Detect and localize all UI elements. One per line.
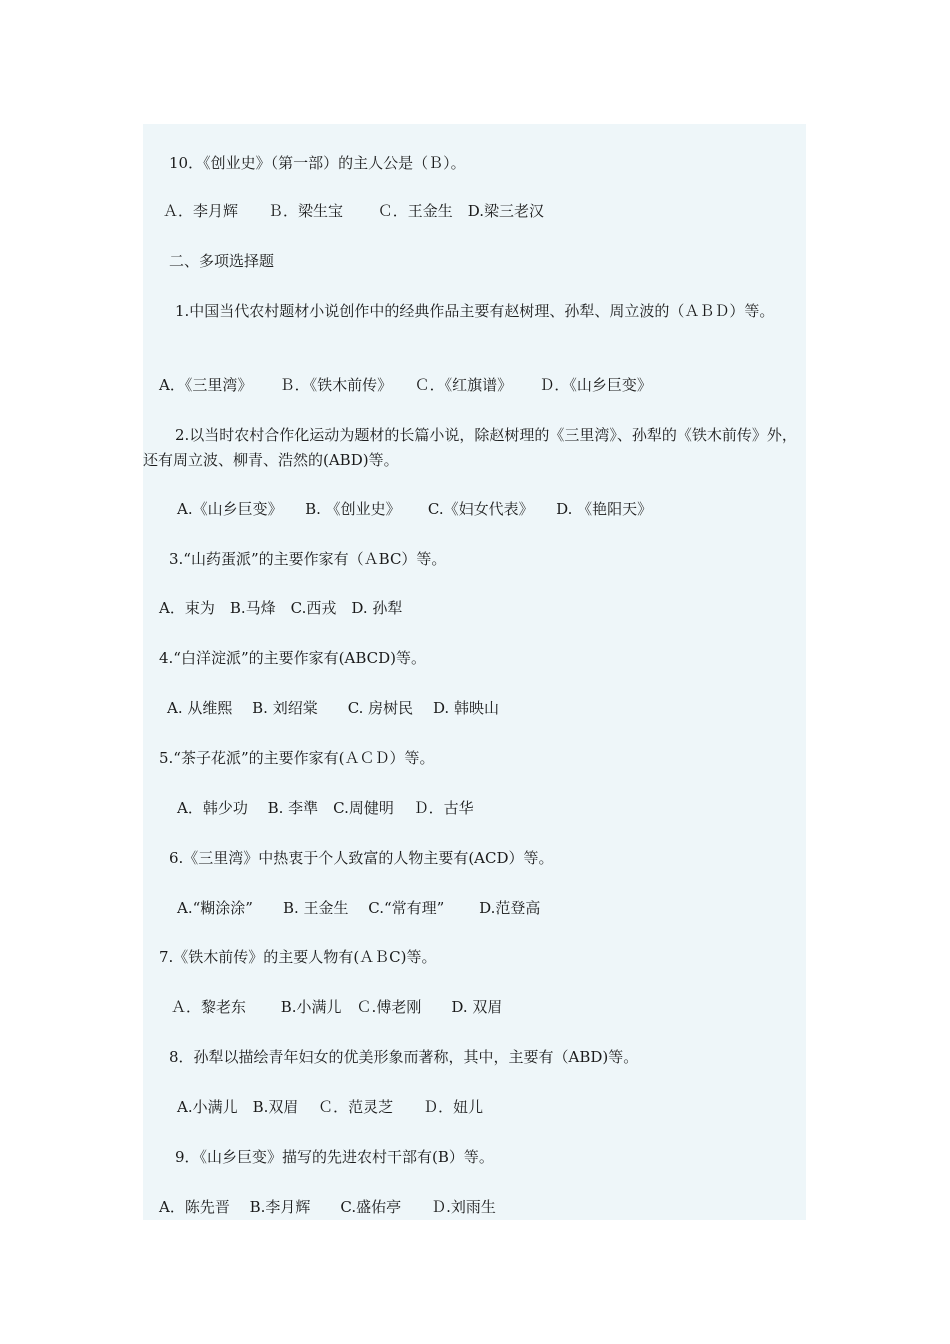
question-2-options: A.《山乡巨变》 B. 《创业史》 C.《妇女代表》 D. 《艳阳天》 [177,500,653,518]
question-3-options: A．束为 B.马烽 C.西戎 D. 孙犁 [159,599,403,617]
question-10-options: Ａ．李月辉 Ｂ．梁生宝 Ｃ．王金生 D.梁三老汉 [163,202,545,220]
question-1: 1.中国当代农村题材小说创作中的经典作品主要有赵树理、孙犁、周立波的（ＡＢＤ）等。 [175,302,775,320]
question-6-options: A.“糊涂涂” B. 王金生 C.“常有理” D.范登高 [177,899,541,917]
question-9-options: A．陈先晋 B.李月辉 C.盛佑亭 Ｄ.刘雨生 [159,1198,496,1216]
question-5: 5.“茶子花派”的主要作家有(ＡＣＤ）等。 [159,749,435,767]
question-1-options: A．《三里湾》 Ｂ．《铁木前传》 Ｃ．《红旗谱》 Ｄ．《山乡巨变》 [159,376,652,394]
question-10: 10．《创业史》（第一部）的主人公是（Ｂ）。 [169,154,466,172]
question-4-options: A. 从维熙 B. 刘绍棠 C. 房树民 D. 韩映山 [167,699,499,717]
document-page [143,124,806,1220]
question-9: 9．《山乡巨变》描写的先进农村干部有(B）等。 [175,1148,494,1166]
section-heading: 二、多项选择题 [169,252,275,270]
question-4: 4.“白洋淀派”的主要作家有(ABCD)等。 [159,649,426,667]
question-2: 2.以当时农村合作化运动为题材的长篇小说，除赵树理的《三里湾》、孙犁的《铁木前传》外，还有周立波、柳青、浩然的(ABD)等。 [143,426,797,469]
question-7-options: Ａ．黎老东 B.小满儿 Ｃ.傅老刚 D. 双眉 [171,998,503,1016]
question-8: 8．孙犁以描绘青年妇女的优美形象而著称，其中，主要有（ABD)等。 [169,1048,639,1066]
question-5-options: A．韩少功 B. 李準 C.周健明 Ｄ．古华 [177,799,474,817]
question-8-options: A.小满儿 B.双眉 Ｃ．范灵芝 Ｄ．妞儿 [177,1098,484,1116]
question-7: 7.《铁木前传》的主要人物有(ＡＢC)等。 [159,948,437,966]
question-6: 6.《三里湾》中热衷于个人致富的人物主要有(ACD）等。 [169,849,554,867]
question-3: 3.“山药蛋派”的主要作家有（ＡBC）等。 [169,550,447,568]
